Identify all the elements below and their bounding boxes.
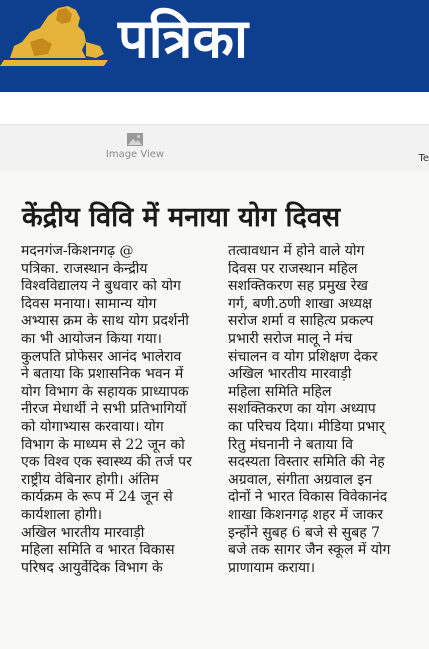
article-line: सशक्तिकरण का योग अध्याप [228,401,376,418]
article-line: शाखा किशनगढ़ शहर में जाकर [228,506,384,523]
masthead-title: पत्रिका [118,7,248,70]
article-line: महिला समिति व भारत विकास [21,542,175,559]
article-line: दोनों ने भारत विकास विवेकानंद [228,489,388,506]
article-line: राष्ट्रीय वेबिनार होगी। अंतिम [21,471,159,488]
article-line: अखिल भारतीय मारवाड़ी [228,366,352,383]
article-column-right [228,243,429,577]
article-line: एक विश्व एक स्वास्थ्य की तर्ज पर [21,454,192,471]
article-line: प्रभारी सरोज मालू ने मंच [228,330,353,347]
article-line: प्राणायाम कराया। [228,559,316,576]
article-line: महिला समिति महिल [228,383,332,400]
article-line: को योगाभ्यास करवाया। योग [21,418,164,435]
image-view-label: Image View [105,149,165,160]
article-line: इन्होंने सुबह 6 बजे से सुबह 7 [228,524,381,541]
image-view-button[interactable] [100,133,170,160]
article-line: सदस्यता विस्तार समिति की नेह [228,454,385,471]
article-line: कुलपति प्रोफेसर आनंद भालेराव [21,348,182,365]
article-headline: केंद्रीय विवि में मनाया योग दिवस [22,202,341,233]
article-line: रितु मंघनानी ने बताया वि [228,436,354,453]
article-line: गर्ग, बणी.ठणी शाखा अध्यक्ष [228,295,372,312]
text-view-button[interactable]: Te [418,153,429,164]
article-line: अभ्यास क्रम के साथ योग प्रदर्शनी [21,313,189,330]
article-line: नीरज मेधार्थी ने सभी प्रतिभागियों [21,401,187,418]
article-line: परिषद आयुर्वेदिक विभाग के [21,559,163,576]
site-header [0,0,429,92]
article-line: दिवस मनाया। सामान्य योग [21,295,157,312]
article-line: का भी आयोजन किया गया। [21,330,162,347]
article-line: विश्वविद्यालय ने बुधवार को योग [21,278,181,295]
article-line: ने बताया कि प्रशासनिक भवन में [21,366,184,383]
article-line: अखिल भारतीय मारवाड़ी [21,524,145,541]
article-line: तत्वावधान में होने वाले योग [228,243,365,259]
article-line: अग्रवाल, संगीता अग्रवाल इन [228,471,373,488]
article-line: कार्यक्रम के रूप में 24 जून से [21,489,173,506]
image-icon [127,133,143,146]
article-line: कार्यशाला होगी। [21,506,103,523]
view-toolbar [0,124,429,172]
article-line: संचालन व योग प्रशिक्षण देकर [228,348,378,365]
article-line: बजे तक सागर जैन स्कूल में योग [228,542,391,559]
article-line: सशक्तिकरण सह प्रमुख रेख [228,278,368,295]
article-line: पत्रिका. राजस्थान केन्द्रीय [21,260,148,277]
article-column-left [21,243,211,577]
lion-logo-icon [0,2,112,66]
article-line: दिवस पर राजस्थान महिल [228,260,358,277]
article-line: योग विभाग के सहायक प्राध्यापक [21,383,189,400]
news-clipping [0,171,429,649]
article-line: विभाग के माध्यम से 22 जून को [21,436,185,453]
article-line: का परिचय दिया। मीडिया प्रभार् [228,418,385,435]
article-line: मदनगंज-किशनगढ़ @ [21,243,134,259]
article-line: सरोज शर्मा व साहित्य प्रकल्प [228,313,374,330]
